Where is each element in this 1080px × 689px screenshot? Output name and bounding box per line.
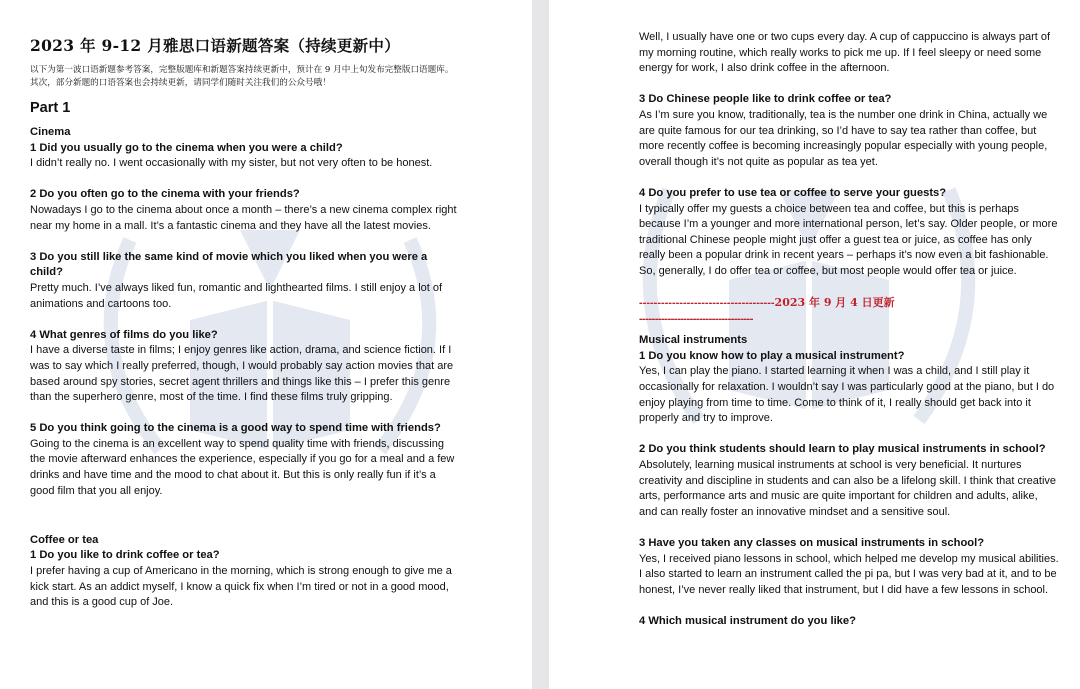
answer-music-2: Absolutely, learning musical instruments at school is very beneficial. It nurtures creativity and discipline in students and can also be a lifelong skill. I think that creative arts, performance arts and music are quite important for children and adults, alike, and can really foster an innovative mindset and a sensitive soul. bbox=[639, 459, 1057, 518]
question-2: 2 Do you often go to the cinema with your friends? bbox=[30, 188, 300, 201]
question-3: 3 Do you still like the same kind of movie which you liked when you were a child? bbox=[30, 250, 428, 279]
answer-coffee-1: I prefer having a cup of Americano in the morning, which is strong enough to give me a kick start. As an addict myself, I know a quick fix when I’m tired or not in a good mood, and this is a good cup of Joe. bbox=[30, 565, 452, 609]
answer-coffee-2: Well, I usually have one or two cups every day. A cup of cappuccino is always part of my morning routine, which really works to pick me up. If I feel sleepy or need some energy for work, I also drink coffee in the afternoon. bbox=[639, 31, 1051, 75]
update-dashes-line: ------------------------------------ bbox=[639, 312, 753, 325]
update-date: 2023 年 9 月 4 日更新 bbox=[774, 296, 895, 310]
answer-music-1: Yes, I can play the piano. I started learning it when I was a child, and I still play it occasionally for relaxation. I wouldn’t say I was particularly good at the piano, but I do enjoy playing from time to time. Come to think of it, I really should get back into it properly and try to improve. bbox=[639, 365, 1055, 425]
question-coffee-1: 1 Do you like to drink coffee or tea? bbox=[30, 549, 220, 562]
answer-coffee-3: As I’m sure you know, traditionally, tea is the number one drink in China, actually we are quite famous for our tea drinking, so I’d have to say tea rather than coffee, but more recently coffee is becoming increasingly popular especially with young people, overall though it’s not quite as popular as tea yet. bbox=[639, 108, 1048, 168]
question-4: 4 What genres of films do you like? bbox=[30, 328, 218, 341]
answer-music-3: Yes, I received piano lessons in school, which helped me develop my musical abilities. I also started to learn an instrument called the pi pa, but I was very bad at it, and to be honest, I’ve never really liked that instrument, but I did have a few lessons in school. bbox=[639, 552, 1059, 596]
answer-4: I have a diverse taste in films; I enjoy genres like action, drama, and science fiction. If I was to say which I really preferred, though, I would probably say action movies that are based around spy stories, secret agent thrillers and things like this – I prefer this genre than the superhero genre, most of the time. I find these films truly gripping. bbox=[30, 344, 454, 404]
question-music-4: 4 Which musical instrument do you like? bbox=[639, 614, 856, 627]
topic-heading-cinema: Cinema bbox=[30, 126, 71, 138]
answer-5: Going to the cinema is an excellent way to spend quality time with friends, discussing the movie afterward enhances the experience, especially if you go for a meal and a few drinks and have time and the mood to chat about it. But this is only really fun if it’s a good film that you all enjoy. bbox=[30, 437, 455, 497]
part-heading: Part 1 bbox=[30, 100, 71, 116]
right-page bbox=[549, 0, 1080, 689]
question-coffee-3: 3 Do Chinese people like to drink coffee or tea? bbox=[639, 93, 892, 106]
topic-heading-music: Musical instruments bbox=[639, 334, 748, 347]
page-gutter bbox=[532, 0, 549, 689]
question-coffee-4: 4 Do you prefer to use tea or coffee to serve your guests? bbox=[639, 186, 947, 199]
answer-3: Pretty much. I’ve always liked fun, romantic and lighthearted films. I still enjoy a lot of animations and cartoons too. bbox=[30, 281, 443, 310]
intro-text: 以下为第一波口语新题参考答案，完整版题库和新题答案持续更新中，预计在 9 月中上旬发布完整版口语题库。其次，部分新题的口语答案也会持续更新，请同学们随时关注我们的公众号哦！ bbox=[30, 65, 454, 88]
question-5: 5 Do you think going to the cinema is a good way to spend time with friends? bbox=[30, 422, 441, 435]
update-marker bbox=[639, 295, 1059, 312]
question-music-2: 2 Do you think students should learn to play musical instruments in school? bbox=[639, 443, 1046, 456]
document-title: 2023 年 9-12 月雅思口语新题答案（持续更新中） bbox=[30, 36, 401, 55]
question-music-3: 3 Have you taken any classes on musical instruments in school? bbox=[639, 537, 985, 549]
update-dashes: ------------------------------------- bbox=[639, 297, 775, 310]
answer-coffee-4: I typically offer my guests a choice between tea and coffee, but this is perhaps because I’m a younger and more international person, let’s say. Older people, or more traditional Chinese people might just offer a guest tea or juice, as coffee has only really been a popular drink in recent years – perhaps it’s now even a bit fashionable. So, generally, I do offer tea or coffee, but most people would offer tea or juice. bbox=[639, 202, 1058, 277]
answer-2: Nowadays I go to the cinema about once a month – there’s a new cinema complex right near my home in a mall. It’s a fantastic cinema and they have all the latest movies. bbox=[30, 203, 457, 232]
answer-1: I didn’t really no. I went occasionally with my sister, but not very often to be honest. bbox=[30, 157, 433, 170]
left-page bbox=[0, 0, 532, 689]
topic-heading-coffee: Coffee or tea bbox=[30, 533, 99, 546]
question-music-1: 1 Do you know how to play a musical instrument? bbox=[639, 349, 905, 362]
question-1: 1 Did you usually go to the cinema when you were a child? bbox=[30, 141, 343, 154]
